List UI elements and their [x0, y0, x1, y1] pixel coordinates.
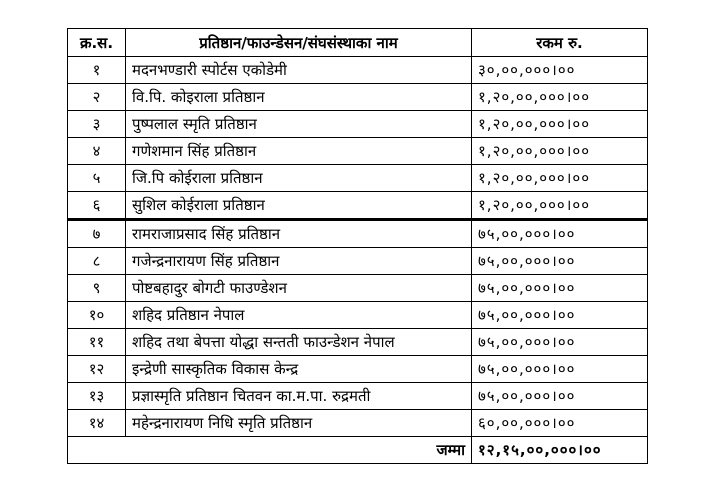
row-name: इन्द्रेणी सास्कृतिक विकास केन्द्र	[126, 356, 472, 383]
row-serial: १२	[68, 356, 126, 383]
table-row	[68, 138, 648, 165]
table-row	[68, 192, 648, 220]
total-row	[68, 437, 648, 464]
table-row	[68, 165, 648, 192]
table-row	[68, 329, 648, 356]
total-label: जम्मा	[68, 437, 472, 464]
row-serial: १३	[68, 383, 126, 410]
grant-table	[67, 28, 648, 464]
table-row	[68, 275, 648, 302]
row-amount: ७५,००,०००।००	[472, 248, 648, 275]
row-amount: १,२०,००,०००।००	[472, 111, 648, 138]
table-row	[68, 220, 648, 248]
row-name: रामराजाप्रसाद सिंह प्रतिष्ठान	[126, 220, 472, 248]
table-row	[68, 410, 648, 437]
row-name: शहिद प्रतिष्ठान नेपाल	[126, 302, 472, 329]
total-amount: १२,१५,००,०००।००	[472, 437, 648, 464]
row-serial: १०	[68, 302, 126, 329]
row-serial: ११	[68, 329, 126, 356]
row-amount: १,२०,००,०००।००	[472, 138, 648, 165]
row-serial: २	[68, 84, 126, 111]
row-name: पुष्पलाल स्मृति प्रतिष्ठान	[126, 111, 472, 138]
row-serial: १	[68, 57, 126, 84]
row-serial: ५	[68, 165, 126, 192]
table-body	[68, 57, 648, 437]
row-name: जि.पि कोईराला प्रतिष्ठान	[126, 165, 472, 192]
row-amount: ७५,००,०००।००	[472, 302, 648, 329]
row-serial: ७	[68, 220, 126, 248]
table-row	[68, 57, 648, 84]
row-serial: १४	[68, 410, 126, 437]
row-name: शहिद तथा बेपत्ता योद्धा सन्तती फाउन्डेशन नेपाल	[126, 329, 472, 356]
row-name: मदनभण्डारी स्पोर्टस एकोडेमी	[126, 57, 472, 84]
row-name: गजेन्द्रनारायण सिंह प्रतिष्ठान	[126, 248, 472, 275]
header-name: प्रतिष्ठान/फाउन्डेसन/संघसंस्थाका नाम	[126, 29, 472, 57]
row-amount: १,२०,००,०००।००	[472, 192, 648, 220]
table-row	[68, 383, 648, 410]
row-name: पोष्टबहादुर बोगटी फाउण्डेशन	[126, 275, 472, 302]
table-row	[68, 248, 648, 275]
row-serial: ३	[68, 111, 126, 138]
row-serial: ६	[68, 192, 126, 220]
row-serial: ४	[68, 138, 126, 165]
header-amount: रकम रु.	[472, 29, 648, 57]
row-name: वि.पि. कोइराला प्रतिष्ठान	[126, 84, 472, 111]
row-amount: ३०,००,०००।००	[472, 57, 648, 84]
header-row	[68, 29, 648, 57]
header-serial: क्र.स.	[68, 29, 126, 57]
table-row	[68, 111, 648, 138]
row-name: प्रज्ञास्मृति प्रतिष्ठान चितवन का.म.पा. रुद्रमती	[126, 383, 472, 410]
table-row	[68, 84, 648, 111]
row-amount: ७५,००,०००।००	[472, 275, 648, 302]
row-amount: ६०,००,०००।००	[472, 410, 648, 437]
row-name: महेन्द्रनारायण निधि स्मृति प्रतिष्ठान	[126, 410, 472, 437]
row-amount: ७५,००,०००।००	[472, 383, 648, 410]
row-name: गणेशमान सिंह प्रतिष्ठान	[126, 138, 472, 165]
row-serial: ८	[68, 248, 126, 275]
row-amount: ७५,००,०००।००	[472, 329, 648, 356]
row-amount: १,२०,००,०००।००	[472, 165, 648, 192]
row-serial: ९	[68, 275, 126, 302]
row-name: सुशिल कोईराला प्रतिष्ठान	[126, 192, 472, 220]
table-row	[68, 302, 648, 329]
table-row	[68, 356, 648, 383]
row-amount: १,२०,००,०००।००	[472, 84, 648, 111]
row-amount: ७५,००,०००।००	[472, 356, 648, 383]
row-amount: ७५,००,०००।००	[472, 220, 648, 248]
